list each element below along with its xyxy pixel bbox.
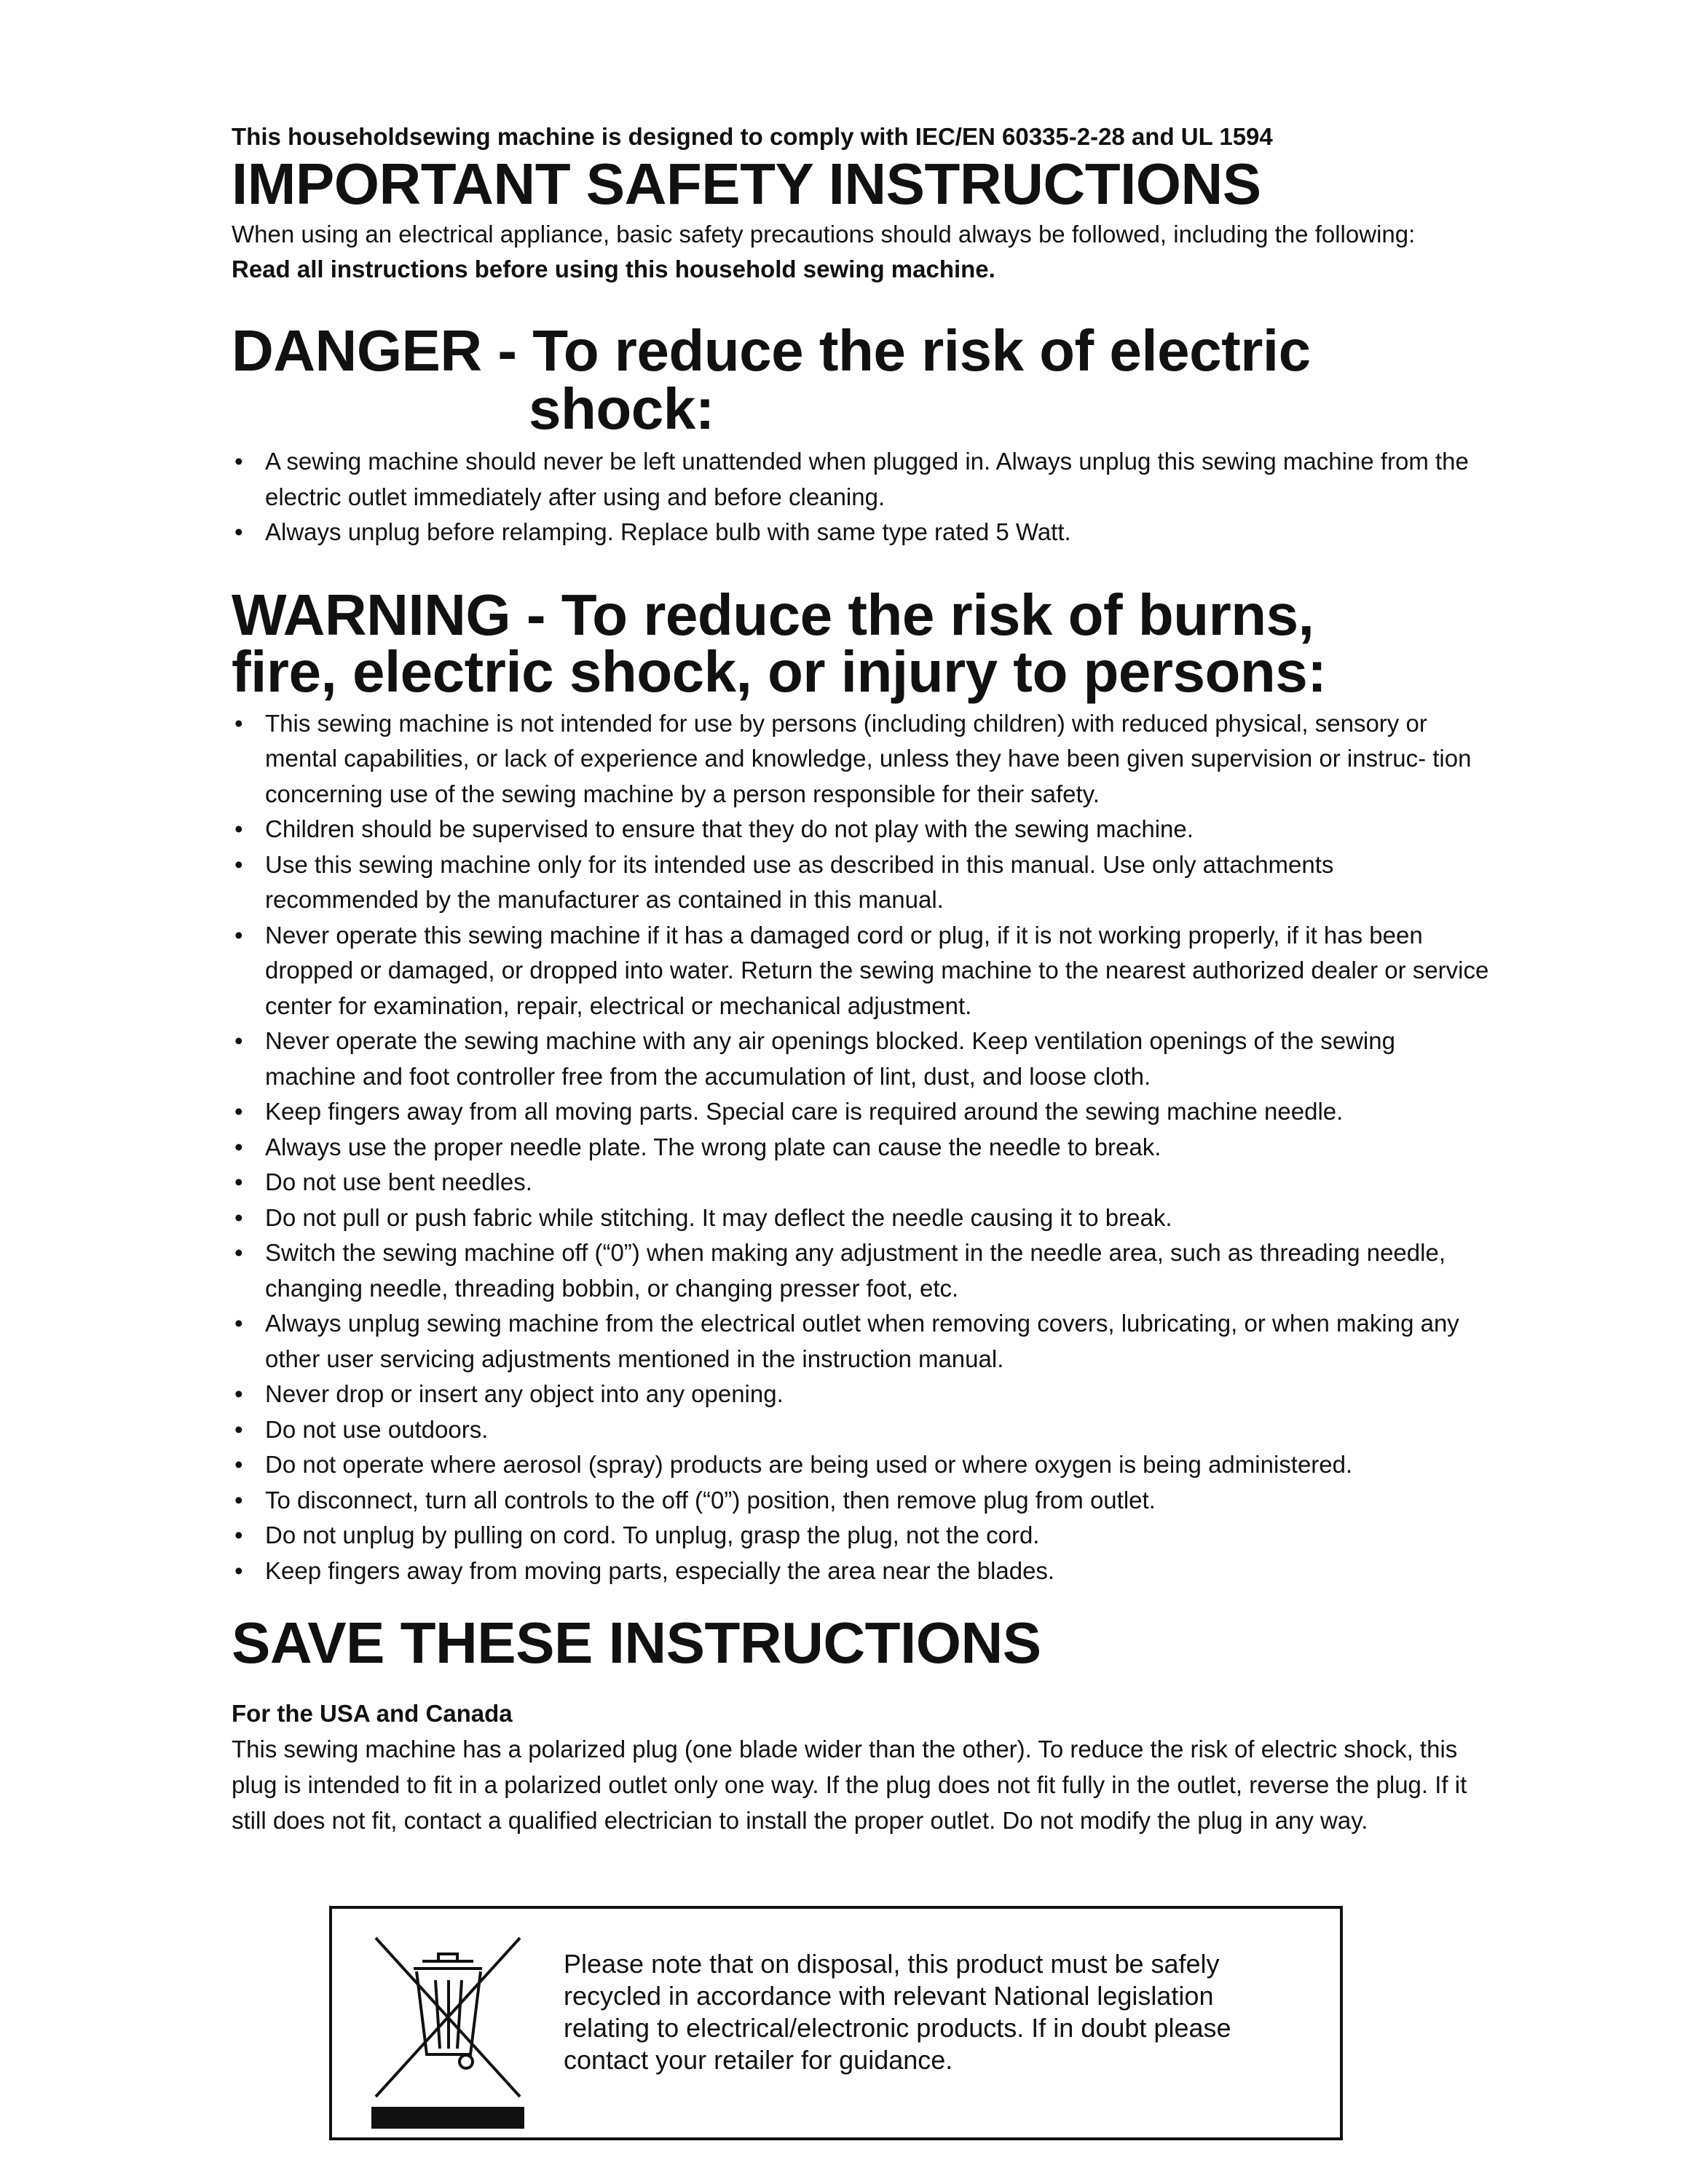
compliance-statement: This householdsewing machine is designed to comply with IEC/EN 60335-2-28 and UL 1594 bbox=[232, 123, 1273, 150]
warning-item: • Always unplug sewing machine from the electrical outlet when removing covers, lubricating, or when making any other user servicing adjustments mentioned in the instruction manual. bbox=[232, 1306, 1491, 1377]
safety-page bbox=[232, 122, 1491, 1838]
warning-item: • To disconnect, turn all controls to the off (“0”) position, then remove plug from outlet. bbox=[232, 1483, 1491, 1519]
crossed-out-wheelie-bin-icon bbox=[371, 1932, 524, 2129]
intro-emphasis: Read all instructions before using this household sewing machine. bbox=[232, 256, 995, 282]
warning-item: • Do not use bent needles. bbox=[232, 1165, 1491, 1200]
warning-item: • Never operate the sewing machine with any air openings blocked. Keep ventilation openings of the sewing machine and foot controller free from the accumulation of lint, dust, and loose cloth. bbox=[232, 1024, 1491, 1094]
warning-item: • Do not pull or push fabric while stitching. It may deflect the needle causing it to break. bbox=[232, 1200, 1491, 1236]
warning-item: • Use this sewing machine only for its intended use as described in this manual. Use only attachments recommended by the manufacturer as contained in this manual. bbox=[232, 847, 1491, 918]
page-title: IMPORTANT SAFETY INSTRUCTIONS bbox=[232, 151, 1261, 216]
danger-list bbox=[232, 444, 1491, 550]
save-instructions-heading: SAVE THESE INSTRUCTIONS bbox=[232, 1610, 1041, 1675]
warning-item: • Do not unplug by pulling on cord. To unplug, grasp the plug, not the cord. bbox=[232, 1518, 1491, 1554]
disposal-notice-box bbox=[329, 1906, 1343, 2140]
warning-item: • Do not operate where aerosol (spray) products are being used or where oxygen is being administered. bbox=[232, 1447, 1491, 1483]
warning-list bbox=[232, 706, 1491, 1589]
warning-item: • Switch the sewing machine off (“0”) when making any adjustment in the needle area, such as threading needle, changing needle, threading bobbin, or changing presser foot, etc. bbox=[232, 1235, 1491, 1306]
warning-item: • Do not use outdoors. bbox=[232, 1412, 1491, 1448]
intro-text: When using an electrical appliance, basic safety precautions should always be followed, including the following: bbox=[232, 221, 1416, 248]
danger-heading bbox=[232, 318, 1491, 441]
disposal-text: Please note that on disposal, this product must be safely recycled in accordance with relevant National legislation relating to electrical/electronic products. If in doubt please contact your retailer for guidance. bbox=[564, 1949, 1231, 2075]
warning-heading-line2: fire, electric shock, or injury to persons: bbox=[232, 638, 1327, 704]
usa-canada-body: This sewing machine has a polarized plug (one blade wider than the other). To reduce the risk of electric shock, this plug is intended to fit in a polarized outlet only one way. If the plug does not fit fully in the outlet, reverse the plug. If it still does not fit, contact a qualified electrician to install the proper outlet. Do not modify the plug in any way. bbox=[232, 1736, 1467, 1834]
warning-heading-line1: WARNING - To reduce the risk of burns, bbox=[232, 582, 1314, 647]
usa-canada-title: For the USA and Canada bbox=[232, 1700, 513, 1727]
warning-item: • Keep fingers away from all moving parts. Special care is required around the sewing machine needle. bbox=[232, 1094, 1491, 1130]
warning-item: • Never drop or insert any object into any opening. bbox=[232, 1377, 1491, 1412]
danger-item: • A sewing machine should never be left unattended when plugged in. Always unplug this sewing machine from the electric outlet immediately after using and before cleaning. bbox=[232, 444, 1491, 515]
warning-item: • Keep fingers away from moving parts, especially the area near the blades. bbox=[232, 1554, 1491, 1589]
warning-item: • This sewing machine is not intended for use by persons (including children) with reduced physical, sensory or mental capabilities, or lack of experience and knowledge, unless they have been given supervision or instruc- tion concerning use of the sewing machine by a person responsible for their safety. bbox=[232, 706, 1491, 812]
warning-item: • Always use the proper needle plate. The wrong plate can cause the needle to break. bbox=[232, 1130, 1491, 1166]
warning-heading bbox=[232, 582, 1491, 704]
warning-item: • Never operate this sewing machine if it has a damaged cord or plug, if it is not working properly, if it has been dropped or damaged, or dropped into water. Return the sewing machine to the nearest authorized dealer or service center for examination, repair, electrical or mechanical adjustment. bbox=[232, 918, 1491, 1024]
danger-item: • Always unplug before relamping. Replace bulb with same type rated 5 Watt. bbox=[232, 515, 1491, 550]
danger-heading-line1: DANGER - To reduce the risk of electric bbox=[232, 318, 1311, 383]
warning-item: • Children should be supervised to ensure that they do not play with the sewing machine. bbox=[232, 812, 1491, 847]
danger-heading-line2: shock: bbox=[529, 376, 714, 441]
